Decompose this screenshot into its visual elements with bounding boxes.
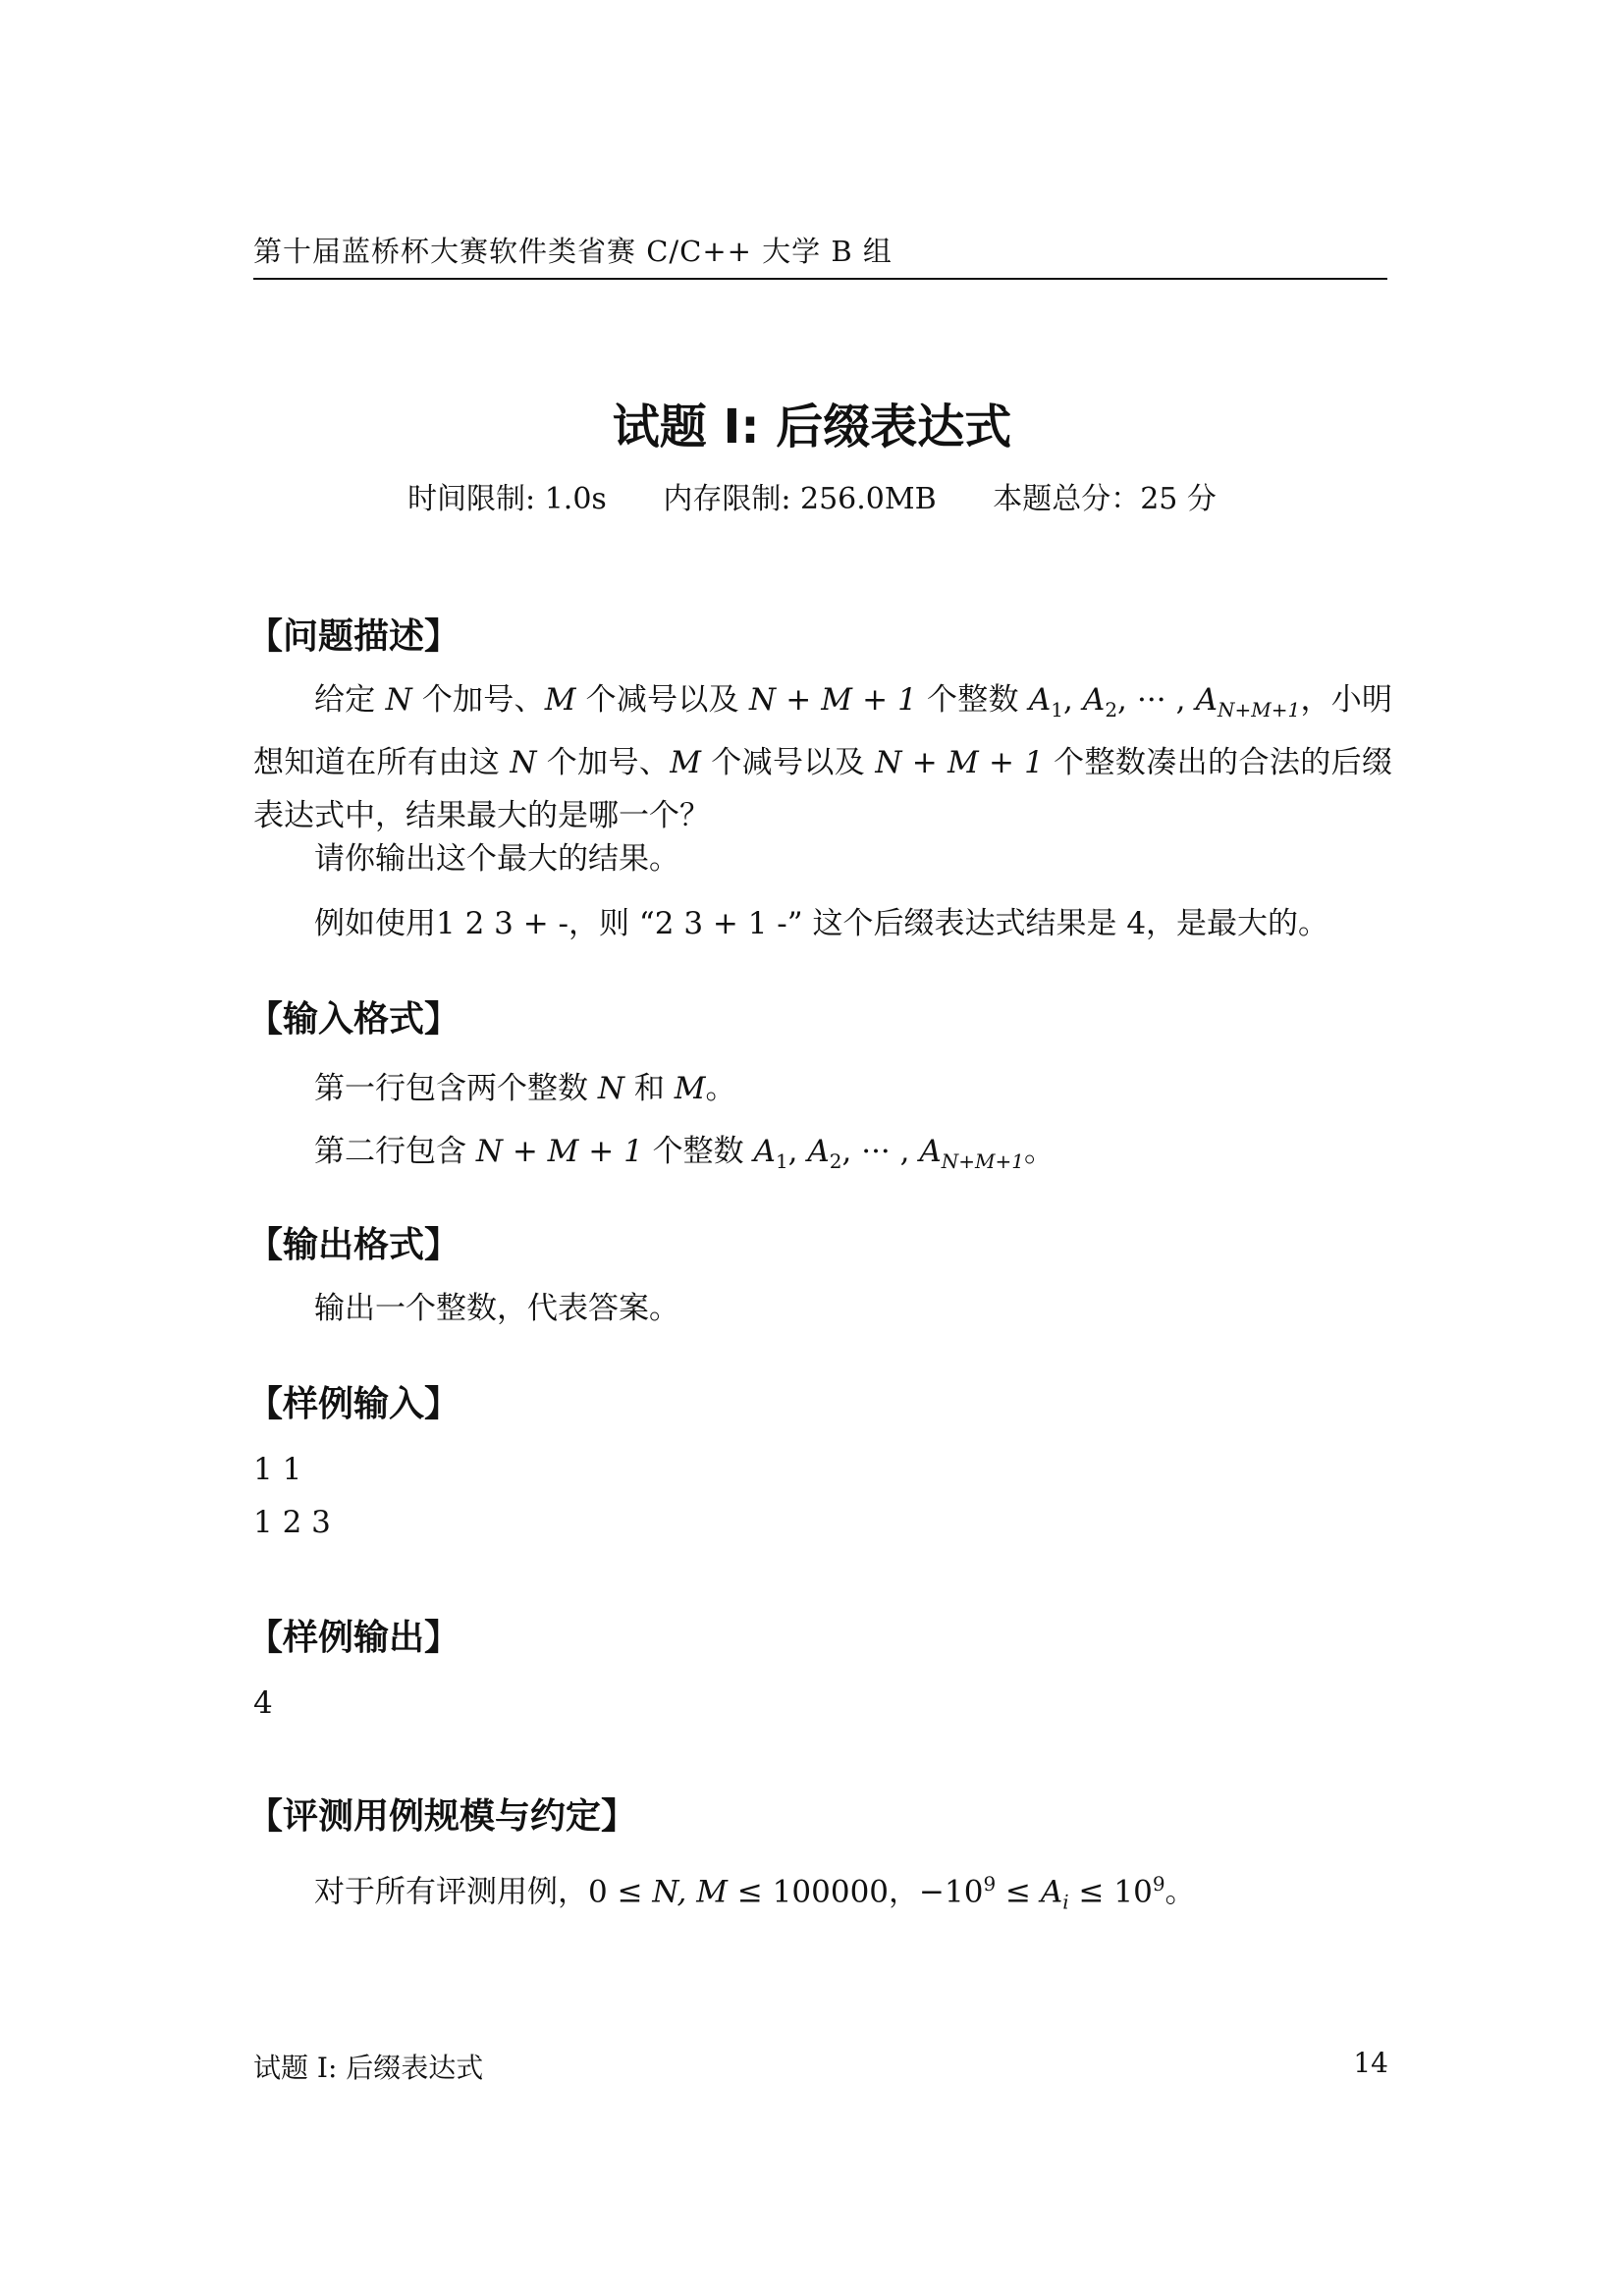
description-paragraph-3: 例如使用1 2 3 + -，则 “2 3 + 1 -” 这个后缀表达式结果是 4，是最大的。 — [314, 906, 1329, 941]
input-format-line-2: 第二行包含 N + M + 1 个整数 $A_1$, $A_2$, ··· , $A_{N+M+1}$。 — [314, 1134, 1055, 1174]
total-score: 本题总分：25 分 — [993, 482, 1217, 516]
description-paragraph-2: 请你输出这个最大的结果。 — [314, 841, 679, 877]
constraints-line: 对于所有评测用例，0 ≤ N, M ≤ 100000，$-10^9 \le A_i \le 10^9$。 — [314, 1872, 1196, 1914]
section-description: 【问题描述】 — [247, 616, 460, 657]
section-sample-output: 【样例输出】 — [247, 1618, 460, 1658]
problem-title: 试题 I: 后缀表达式 — [612, 400, 1012, 454]
section-constraints: 【评测用例规模与约定】 — [247, 1796, 637, 1837]
footer-title: 试题 I: 后缀表达式 — [253, 2052, 484, 2084]
sample-input-line-1: 1 1 — [253, 1452, 302, 1487]
memory-limit: 内存限制: 256.0MB — [663, 482, 937, 516]
section-input-format: 【输入格式】 — [247, 999, 460, 1040]
section-output-format: 【输出格式】 — [247, 1225, 460, 1265]
problem-limits — [0, 474, 1624, 517]
section-sample-input: 【样例输入】 — [247, 1384, 460, 1424]
page-number: 14 — [1353, 2047, 1388, 2079]
sample-input-line-2: 1 2 3 — [253, 1505, 331, 1540]
sample-output-line-1: 4 — [253, 1685, 273, 1721]
description-paragraph-1: 给定 N 个加号、M 个减号以及 N + M + 1 个整数 $A_1$, $A_2$, ··· , $A_{N+M+1}$，小明想知道在所有由这 N 个加号、M 个减号以及 N + M + 1 个整数凑出的合法的后缀表达式中，结果最大的是哪一个？ — [253, 682, 1392, 834]
time-limit: 时间限制: 1.0s — [407, 482, 607, 516]
running-header: 第十届蓝桥杯大赛软件类省赛 C/C++ 大学 B 组 — [253, 230, 1387, 280]
output-format-line: 输出一个整数，代表答案。 — [314, 1291, 679, 1326]
input-format-line-1: 第一行包含两个整数 N 和 M。 — [314, 1071, 736, 1106]
